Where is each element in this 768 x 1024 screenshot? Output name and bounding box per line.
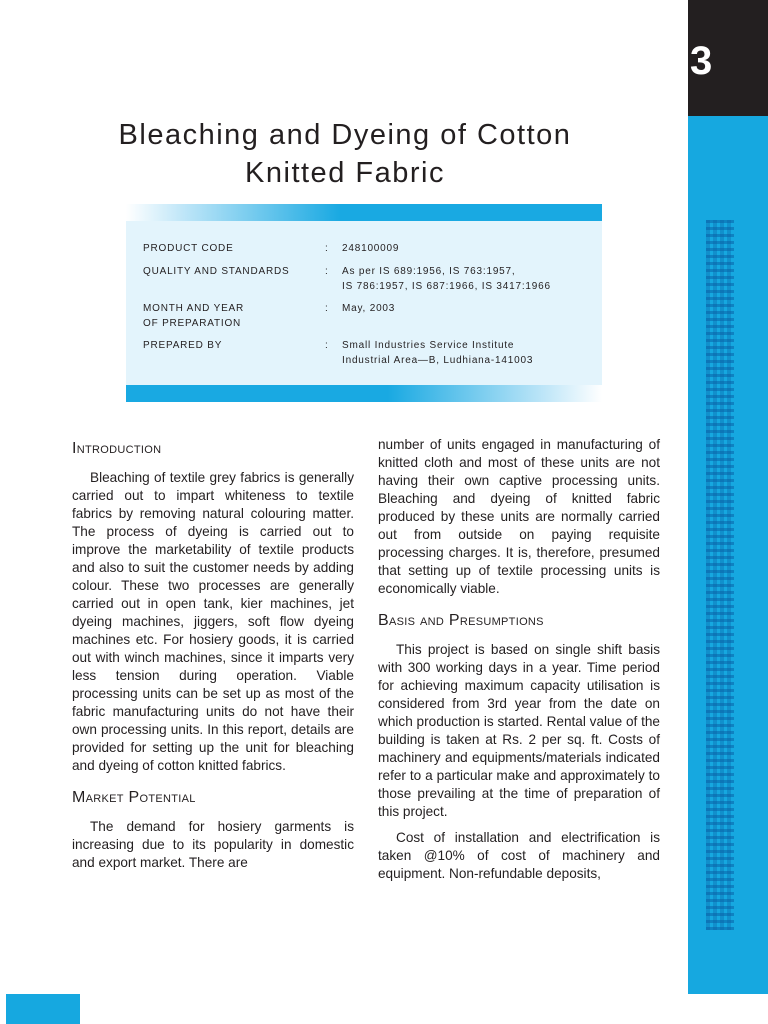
info-box-top-bar [126, 204, 602, 221]
section-heading-market-potential: Market Potential [72, 789, 196, 806]
page-title [60, 116, 630, 192]
info-value-line: Industrial Area—B, Ludhiana-141003 [342, 355, 534, 366]
market-potential-paragraph: The demand for hosiery garments is increasing due to its popularity in domestic and export market. There are [72, 819, 354, 870]
side-band [688, 116, 768, 994]
info-separator: : [325, 303, 329, 314]
info-value [342, 264, 602, 294]
market-potential-paragraph-continued: number of units engaged in manufacturing of knitted cloth and most of these units are not having their own captive processing units. Bleaching and dyeing of knitted fabric produced by these units are normally carried out from outside on paying requisite processing charges. It is, therefore, presumed that setting up of textile processing units is economically viable. [378, 437, 660, 596]
side-band-pattern [706, 220, 734, 930]
info-label [143, 301, 323, 331]
info-box-bottom-bar [126, 385, 602, 402]
basis-paragraph-2: Cost of installation and electrification is taken @10% of cost of machinery and equipment. Non-refundable deposits, [378, 830, 660, 881]
info-separator: : [325, 340, 329, 351]
info-separator: : [325, 243, 329, 254]
info-label-line: MONTH AND YEAR [143, 303, 245, 314]
section-heading-basis-presumptions: Basis and Presumptions [378, 612, 544, 629]
info-label: PRODUCT CODE [143, 243, 234, 254]
chapter-number: 3 [690, 39, 713, 83]
info-value-line: Small Industries Service Institute [342, 340, 515, 351]
info-label: QUALITY AND STANDARDS [143, 266, 290, 277]
info-value-line: As per IS 689:1956, IS 763:1957, [342, 266, 516, 277]
page-title-line1: Bleaching and Dyeing of Cotton [118, 119, 572, 151]
page-title-line2: Knitted Fabric [245, 157, 445, 189]
page-corner-block [6, 994, 80, 1024]
info-value [342, 338, 602, 368]
section-heading-introduction: Introduction [72, 440, 162, 457]
right-column [378, 436, 660, 891]
left-column [72, 438, 354, 880]
info-value: 248100009 [342, 243, 400, 254]
info-value: May, 2003 [342, 303, 396, 314]
basis-paragraph-1: This project is based on single shift basis with 300 working days in a year. Time period for achieving maximum capacity utilisation is considered from 3rd year from the date on which production is started. Rental value of the building is taken at Rs. 2 per sq. ft. Costs of machinery and equipments/materials indicated refer to a particular make and approximately to those prevailing at the time of preparation of this project. [378, 642, 660, 819]
info-label-line: OF PREPARATION [143, 318, 242, 329]
introduction-paragraph: Bleaching of textile grey fabrics is generally carried out to impart whiteness to textile fabrics by removing natural colouring matter. The process of dyeing is carried out to improve the marketability of textile products and also to suit the customer needs by adding colour. These two processes are generally carried out in open tank, kier machines, jet dyeing machines, jiggers, soft flow dyeing machines etc. For hosiery goods, it is carried out with winch machines, since it imparts very less tension during operation. Viable processing units can be set up as most of the fabric manufacturing units do not have their own processing units. In this report, details are provided for setting up the unit for bleaching and dyeing of cotton knitted fabrics. [72, 470, 354, 773]
product-info-box [126, 204, 602, 402]
info-separator: : [325, 266, 329, 277]
info-label: PREPARED BY [143, 340, 223, 351]
info-value-line: IS 786:1957, IS 687:1966, IS 3417:1966 [342, 281, 551, 292]
